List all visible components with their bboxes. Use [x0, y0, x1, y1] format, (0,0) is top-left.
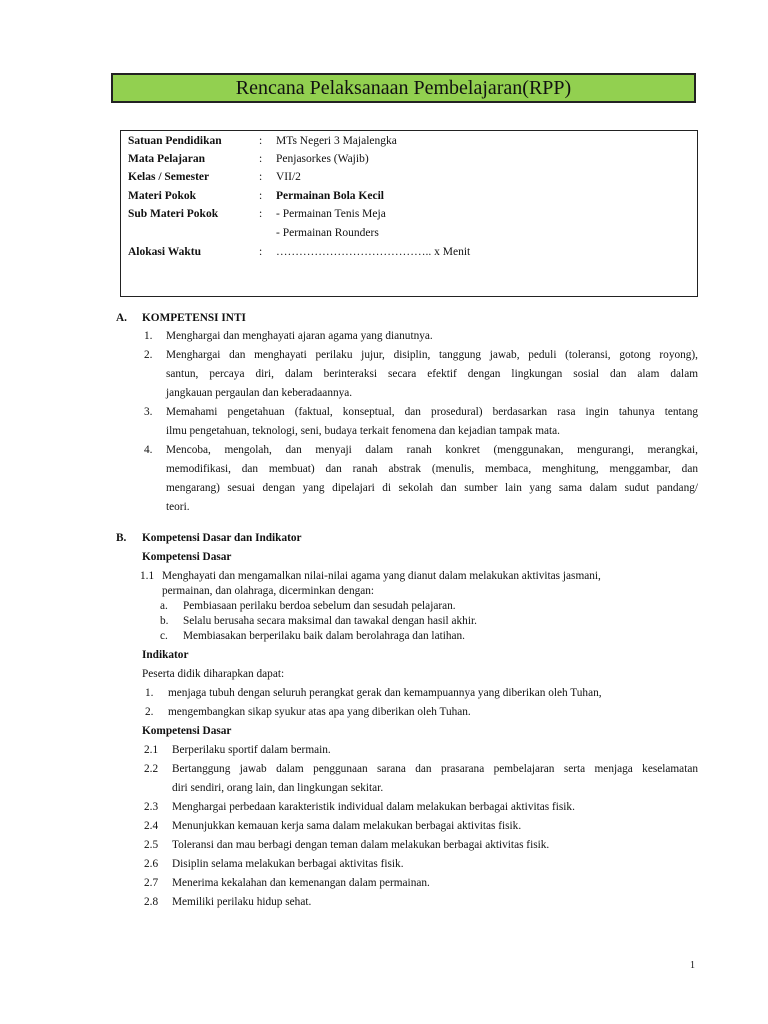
kd2-text: Bertanggung jawab dalam penggunaan sarana dan prasarana pembelajaran serta menjaga keselamatan [172, 763, 698, 775]
page-number: 1 [690, 960, 695, 971]
kd2-text: Memiliki perilaku hidup sehat. [172, 896, 312, 908]
ki-text: jangkauan pergaulan dan keberadaannya. [166, 387, 353, 399]
ki-text: teori. [166, 501, 190, 513]
identity-colon: : [259, 153, 263, 165]
kd2-number: 2.1 [144, 744, 159, 756]
kd-subitem-letter: b. [160, 615, 169, 627]
kd2-text: Menunjukkan kemauan kerja sama dalam melakukan berbagai aktivitas fisik. [172, 820, 522, 832]
kd2-number: 2.5 [144, 839, 159, 851]
section-a-heading: KOMPETENSI INTI [142, 312, 246, 324]
kd-subitem-letter: c. [160, 630, 168, 642]
ki-number: 2. [144, 349, 153, 361]
ki-text: Memahami pengetahuan (faktual, konseptual, dan prosedural) berdasarkan rasa ingin tahunya tentang [166, 406, 698, 418]
ki-number: 3. [144, 406, 153, 418]
kd2-text: Menerima kekalahan dan kemenangan dalam permainan. [172, 877, 430, 889]
ki-text: Menghargai dan menghayati ajaran agama yang dianutnya. [166, 330, 433, 342]
indikator-number: 2. [145, 706, 154, 718]
kd2-text: diri sendiri, orang lain, dan lingkungan sekitar. [172, 782, 384, 794]
identity-label: Satuan Pendidikan [128, 135, 222, 147]
identity-colon: : [259, 190, 263, 202]
identity-label: Sub Materi Pokok [128, 208, 219, 220]
ki-number: 1. [144, 330, 153, 342]
kd-subitem-text: Selalu berusaha secara maksimal dan tawakal dengan hasil akhir. [183, 615, 477, 627]
indikator-text: menjaga tubuh dengan seluruh perangkat gerak dan kemampuannya yang diberikan oleh Tuhan, [168, 687, 602, 699]
kd2-number: 2.6 [144, 858, 159, 870]
kd2-text: Berperilaku sportif dalam bermain. [172, 744, 331, 756]
indikator-intro: Peserta didik diharapkan dapat: [142, 668, 285, 680]
ki-number: 4. [144, 444, 153, 456]
kd-text: permainan, dan olahraga, dicerminkan dengan: [162, 585, 375, 597]
identity-value: ………………………………….. x Menit [276, 246, 471, 258]
identity-value: VII/2 [276, 171, 301, 183]
kd2-text: Toleransi dan mau berbagi dengan teman dalam melakukan berbagai aktivitas fisik. [172, 839, 550, 851]
identity-label: Mata Pelajaran [128, 153, 205, 165]
indikator-text: mengembangkan sikap syukur atas apa yang diberikan oleh Tuhan. [168, 706, 471, 718]
kd2-number: 2.7 [144, 877, 159, 889]
ki-text: Menghargai dan menghayati perilaku jujur, disiplin, tanggung jawab, peduli (toleransi, gotong royong), [166, 349, 698, 361]
identity-value: - Permainan Tenis Meja [276, 208, 386, 220]
indikator-heading: Indikator [142, 649, 189, 661]
kd-subitem-letter: a. [160, 600, 168, 612]
kd2-number: 2.8 [144, 896, 159, 908]
ki-text: santun, percaya diri, dalam berinteraksi secara efektif dengan lingkungan sosial dan alam dalam [166, 368, 698, 380]
section-b-letter: B. [116, 532, 127, 544]
kd-subitem-text: Membiasakan berperilaku baik dalam berolahraga dan latihan. [183, 630, 465, 642]
section-a-letter: A. [116, 312, 127, 324]
ki-text: mengarang) sesuai dengan yang dipelajari di sekolah dan sumber lain yang sama dalam sudut pandang/ [166, 482, 698, 494]
identity-value: Permainan Bola Kecil [276, 190, 384, 202]
section-b-heading: Kompetensi Dasar dan Indikator [142, 532, 302, 544]
identity-colon: : [259, 135, 263, 147]
kd-heading-2: Kompetensi Dasar [142, 725, 232, 737]
identity-colon: : [259, 171, 263, 183]
identity-label: Kelas / Semester [128, 171, 210, 183]
identity-value: - Permainan Rounders [276, 227, 379, 239]
kd2-number: 2.3 [144, 801, 159, 813]
document-title: Rencana Pelaksanaan Pembelajaran(RPP) [111, 73, 696, 103]
kd2-number: 2.2 [144, 763, 159, 775]
identity-table [120, 130, 698, 297]
identity-colon: : [259, 246, 263, 258]
identity-label: Materi Pokok [128, 190, 197, 202]
ki-text: memodifikasi, dan membuat) dan ranah abstrak (menulis, membaca, menghitung, menggambar, dan [166, 463, 698, 475]
ki-text: Mencoba, mengolah, dan menyaji dalam ranah konkret (menggunakan, mengurangi, merangkai, [166, 444, 698, 456]
ki-text: ilmu pengetahuan, teknologi, seni, budaya terkait fenomena dan kejadian tampak mata. [166, 425, 561, 437]
identity-colon: : [259, 208, 263, 220]
kd2-text: Menghargai perbedaan karakteristik individual dalam melakukan berbagai aktivitas fisik. [172, 801, 575, 813]
identity-value: Penjasorkes (Wajib) [276, 153, 369, 165]
kd2-number: 2.4 [144, 820, 159, 832]
kd2-text: Disiplin selama melakukan berbagai aktivitas fisik. [172, 858, 404, 870]
kd-heading: Kompetensi Dasar [142, 551, 232, 563]
kd-number: 1.1 [140, 570, 155, 582]
identity-label: Alokasi Waktu [128, 246, 201, 258]
identity-value: MTs Negeri 3 Majalengka [276, 135, 397, 147]
kd-subitem-text: Pembiasaan perilaku berdoa sebelum dan sesudah pelajaran. [183, 600, 456, 612]
kd-text: Menghayati dan mengamalkan nilai-nilai agama yang dianut dalam melakukan aktivitas jasmani, [162, 570, 601, 582]
indikator-number: 1. [145, 687, 154, 699]
